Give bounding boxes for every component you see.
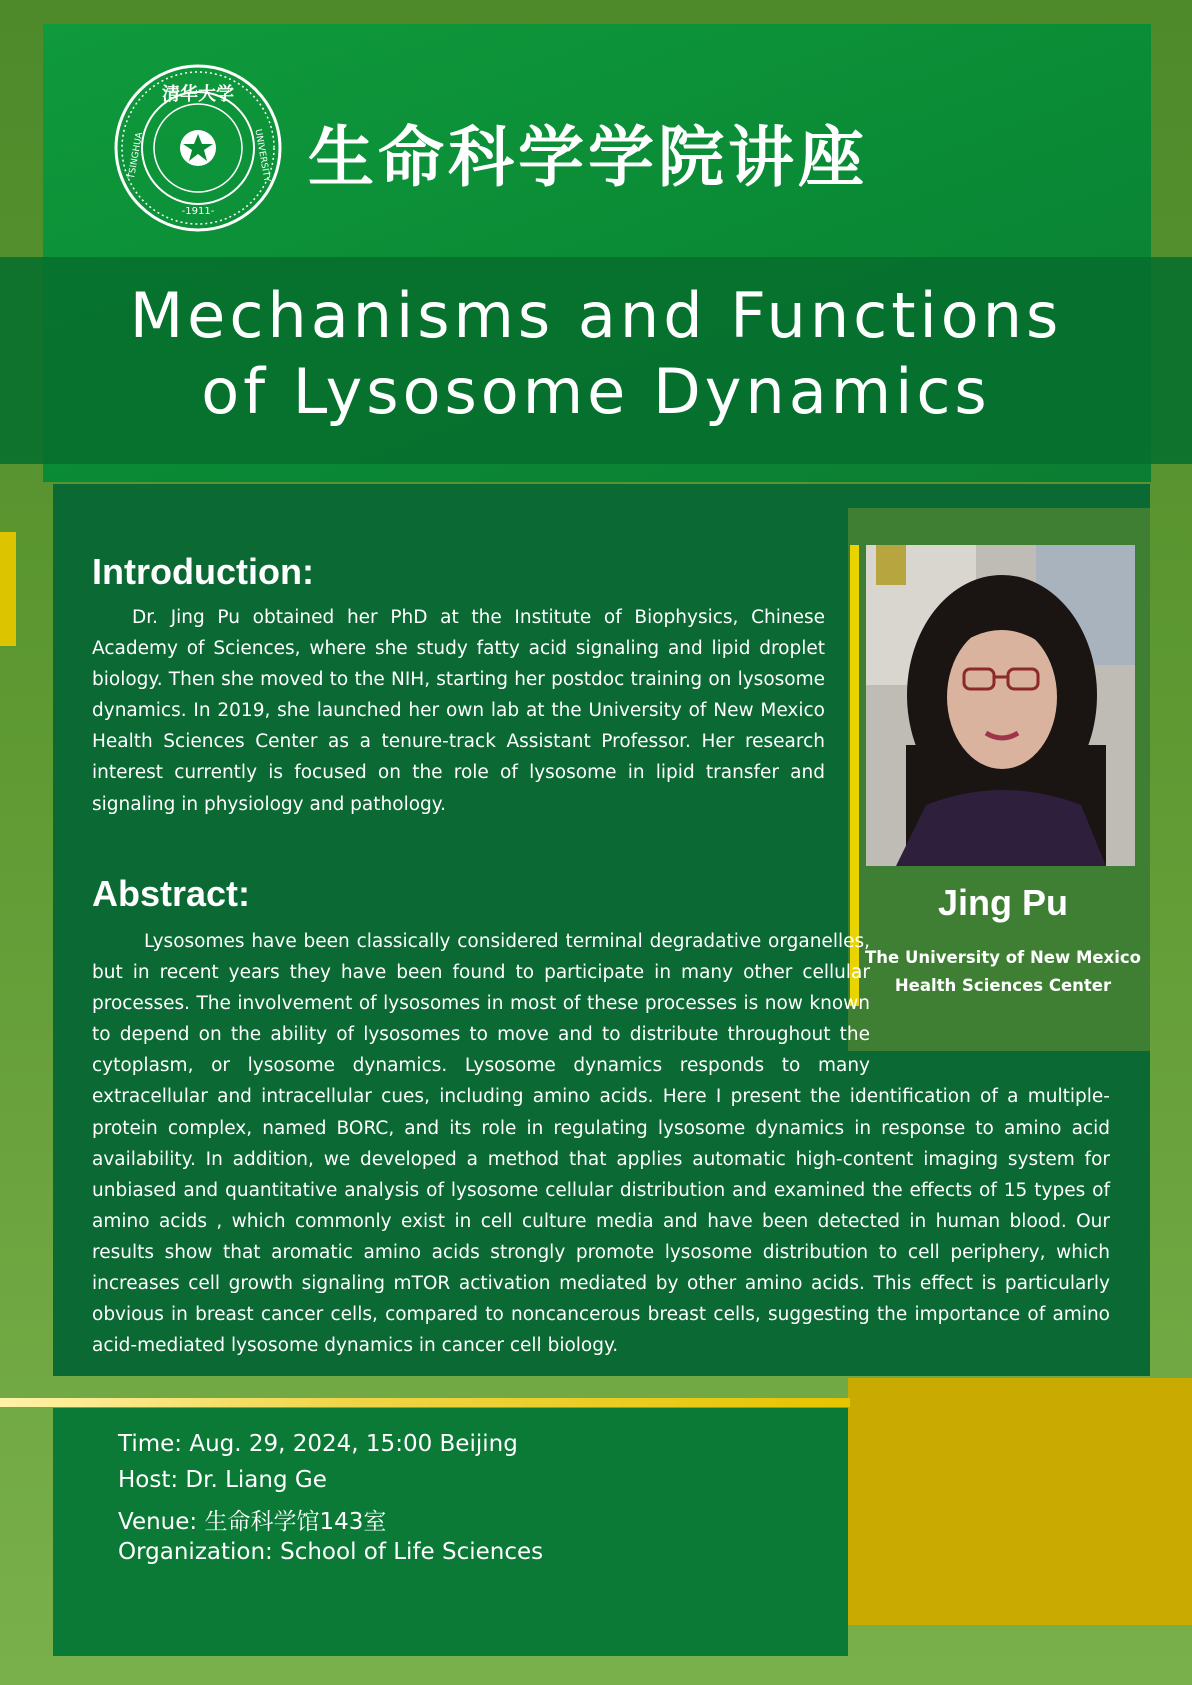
abstract-body: Lysosomes have been classically considered terminal degradative organelles, but in recent years they have been found to participate in many other cellular processes. The involvement of lysosomes in most of these processes is now known to depend on the ability of lysosomes to move and to distribute throughout the cytoplasm, or lysosome dynamics. Lysosome dynamics responds to many extracellular and intracellular cues, including amino acids. Here I present the identification of a multiple-protein complex, named BORC, and its role in regulating lysosome dynamics in response to amino acid availability. In addition, we developed a method that applies automatic high-content imaging system for unbiased and quantitative analysis of lysosome cellular distribution and examined the effects of 15 types of amino acids , which commonly exist in cell culture media and have been detected in human blood. Our results show that aromatic amino acids strongly promote lysosome distribution to cell periphery, which increases cell growth signaling mTOR activation mediated by other amino acids. This effect is particularly obvious in breast cancer cells, compared to noncancerous breast cells, suggesting the importance of amino acid-mediated lysosome dynamics in cancer cell biology. xyxy=(92,931,1110,1357)
event-organization: Organization: School of Life Sciences xyxy=(118,1539,544,1565)
tsinghua-seal-logo xyxy=(114,64,282,232)
introduction-body: Dr. Jing Pu obtained her PhD at the Institute of Biophysics, Chinese Academy of Sciences, where she study fatty acid signaling and lipid droplet biology. Then she moved to the NIH, starting her postdoc training on lysosome dynamics. In 2019, she launched her own lab at the University of New Mexico Health Sciences Center as a tenure-track Assistant Professor. Her research interest currently is focused on the role of lysosome in lipid transfer and signaling in physiology and pathology. xyxy=(92,607,825,815)
divider-line xyxy=(0,1398,850,1407)
seal-right-text: UNIVERSITY xyxy=(252,128,272,183)
introduction-text xyxy=(92,602,825,820)
abstract-heading: Abstract: xyxy=(92,873,251,914)
speaker-name: Jing Pu xyxy=(937,882,1068,923)
gold-accent-block xyxy=(848,1378,1192,1625)
event-venue: Venue: 生命科学馆143室 xyxy=(118,1509,387,1535)
abstract-text xyxy=(92,926,1110,1361)
lecture-series-title: 生命科学学院讲座 xyxy=(308,119,868,196)
seal-left-text: TSINGHUA xyxy=(127,131,146,180)
introduction-heading: Introduction: xyxy=(92,551,314,592)
lecture-title xyxy=(60,278,1132,430)
left-accent-tab xyxy=(0,532,16,646)
lecture-title-line-1: Mechanisms and Functions xyxy=(129,279,1063,352)
lecture-title-line-2: of Lysosome Dynamics xyxy=(201,355,991,428)
seal-top-text: 清华大学 xyxy=(162,84,234,105)
speaker-portrait-photo xyxy=(866,545,1135,866)
seal-year-text: -1911- xyxy=(181,206,215,217)
event-time: Time: Aug. 29, 2024, 15:00 Beijing xyxy=(118,1431,518,1457)
speaker-affiliation-line-1: The University of New Mexico xyxy=(865,948,1141,967)
event-host: Host: Dr. Liang Ge xyxy=(118,1467,327,1493)
speaker-affiliation-line-2: Health Sciences Center xyxy=(894,976,1112,995)
